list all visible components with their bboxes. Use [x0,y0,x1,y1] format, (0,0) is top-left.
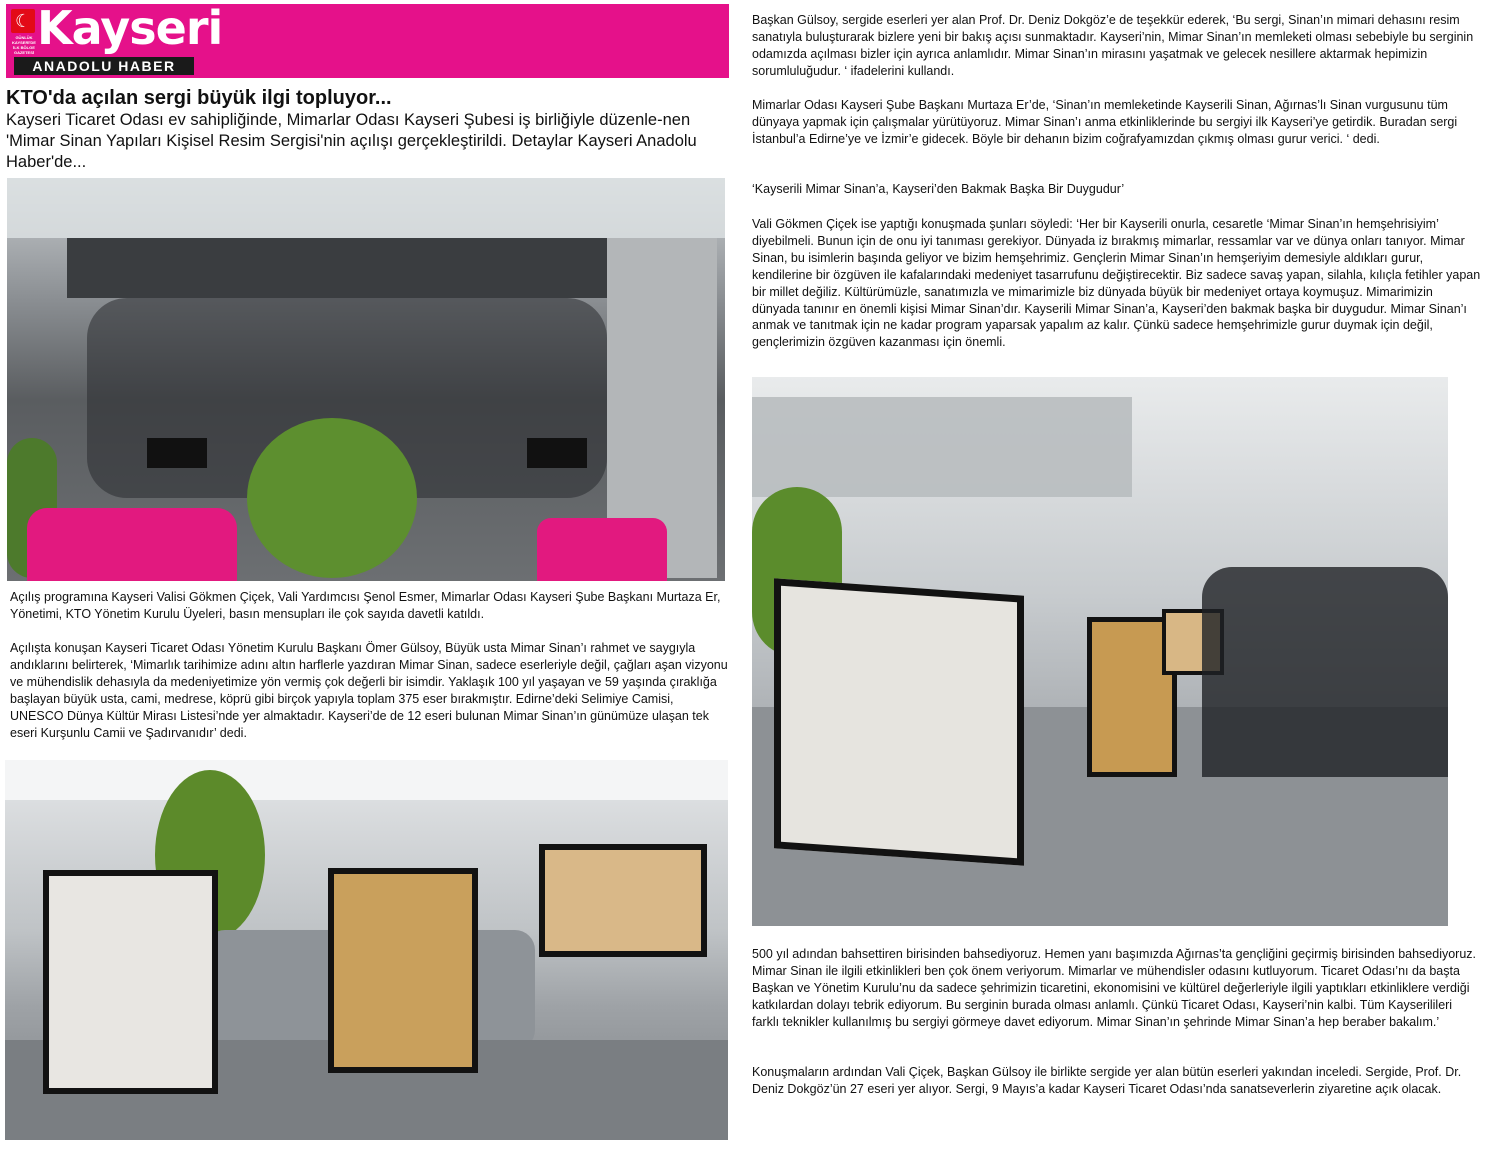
glass-balcony [752,397,1132,497]
photo-officials-viewing[interactable] [752,377,1448,926]
vali-cicek-speech: Vali Gökmen Çiçek ise yaptığı konuşmada şunları söyledi: ‘Her bir Kayserili onurla, cesaretle ‘Mimar Sinan’ın hemşehrisiyim’ diyebilmeli. Bunun için de onu iyi tanıması gerekiyor. Dünyada iz bırakmış mimarlar, ressamlar var ve dünya onları tanıyor. Mimar Sinan, bu isimlerin başında geliyor ve bizim hemşehrimiz. Gençlerin Mimar Sinan’ın hemşeriyim demesiyle aldıkları gurur, kendilerine bir özgüven ile kafalarındaki medeniyet tasarrufunu değiştirecektir. Biz sadece savaş yapan, silahla, kılıçla fetihler yapan bir millet değiliz. Kültürümüzle, sanatımızla ve mimarimizle biz dünyada büyük bir medeniyet ortaya koymuşuz. Mimarimizin dünyada tanınır en önemli kişisi Mimar Sinan’dır. Kayserili Mimar Sinan’a, Kayseri’den bakmak başka bir duygudur. Mimar Sinan’ı anmak ve tanıtmak için ne kadar program yaparsak yapalım az kalır. Çünkü sadece hemşehrimizle gurur duymak için değil, gençlerimizin özgüven kazanması için önemli. [752,217,1481,350]
article-lead: Kayseri Ticaret Odası ev sahipliğinde, Mimarlar Odası Kayseri Şubesi iş birliğiyle düzenle-nen 'Mimar Sinan Yapıları Kişisel Resim Sergisi'nin açılışı gerçekleştirildi. Detaylar Kayseri Anadolu Haber'de... [6,111,697,171]
glass-railing [7,178,725,238]
gulsoy-thanks: Başkan Gülsoy, sergide eserleri yer alan Prof. Dr. Deniz Dokgöz’e de teşekkür ederek, ‘Bu sergi, Sinan’ın mimari dehasını resim sanatıyla buluşturarak bizlere yeni bir bakış açısı sunmaktadır. Kayseri’nin, Mimar Sinan’ın memleketi olması sebebiyle bu serginin odamızda açılması bizler için ayrıca anlamlıdır. Mimar Sinan’ın mirasını yaşatmak ve gelecek nesillere aktarmak hepimizin sorumluluğudur. ‘ ifadelerini kullandı. [752,13,1474,78]
ceiling-lights [5,760,728,800]
officials-group [1202,567,1448,777]
logo-subtitle: ANADOLU HABER [14,57,194,75]
easel-right [527,438,587,468]
vali-cicek-speech-continued: 500 yıl adından bahsettiren birisinden bahsediyoruz. Hemen yanı başımızda Ağırnas’ta gençliğini geçirmiş birisinden bahsediyoruz. Mimar Sinan ile ilgili etkinlikleri ben çok önem veriyorum. Mimarlar ve mühendisler odasını kutluyorum. Ticaret Odası’nı da başta Başkan ve Yönetim Kurulu’nu da sadece şehrimizin ticaretini, ekonomisini ve kültürel değerleriyle ilgili yaptıkları etkinliklere verdiği katkılardan dolayı tebrik ediyorum. Bu serginin burada olması anlamlı. Çünkü Ticaret Odası, Kayseri’nin kalbi. Tüm Kayserilileri farklı teknikler kullanılmış bu sergiyi görmeye davet ediyorum. Mimar Sinan’ın şehrinde Mimar Sinan’a hep beraber bakalım.’ [752,947,1477,1029]
logo-wordmark: Kayseri [37,1,223,55]
photo-paintings[interactable] [5,760,728,1140]
painting-mosque [539,844,707,957]
easel-left [147,438,207,468]
gulsoy-speech: Açılışta konuşan Kayseri Ticaret Odası Yönetim Kurulu Başkanı Ömer Gülsoy, Büyük usta Mimar Sinan’ı rahmet ve saygıyla andıklarını belirterek, ‘Mimarlık tarihimize adını altın harflerle yazdıran Mimar Sinan, sadece eserleriyle değil, çağları aşan vizyonu ve mühendislik dehasıyla da medeniyetimize yön vermiş çok değerli bir isimdir. Yaklaşık 100 yıl yaşayan ve 59 yaşında çıraklığa başlayan büyük usta, cami, medrese, köprü gibi birçok yapıyla toplam 375 eser bırakmıştır. Edirne’deki Selimiye Camisi, UNESCO Dünya Kültür Mirası Listesi’nde yer almaktadır. Kayseri’de de 12 eseri bulunan Mimar Sinan’ın günümüze ulaşan tek eseri Kurşunlu Camii ve Şadırvanıdır’ dedi. [10,641,728,740]
painting-tower-sketch [43,870,218,1094]
pink-sofa-left [27,508,237,581]
subheading-quote: ‘Kayserili Mimar Sinan’a, Kayseri’den Bakmak Başka Bir Duygudur’ [752,182,1125,196]
pink-sofa-right [537,518,667,581]
photo-caption: Açılış programına Kayseri Valisi Gökmen Çiçek, Vali Yardımcısı Şenol Esmer, Mimarlar Odası Kayseri Şube Başkanı Murtaza Er, Yönetimi, KTO Yönetim Kurulu Üyeleri, basın mensupları ile çok sayıda davetli katıldı. [10,590,721,621]
upper-floor-wall [67,238,667,298]
photo-opening-crowd[interactable] [7,178,725,581]
masthead-banner [6,1,729,78]
closing-paragraph: Konuşmaların ardından Vali Çiçek, Başkan Gülsoy ile birlikte sergide yer alan bütün eserleri yakından inceledi. Sergide, Prof. Dr. Deniz Dokgöz’ün 27 eseri yer alıyor. Sergi, 9 Mayıs’a kadar Kayseri Ticaret Odası’nda sanatseverlerin ziyaretine açık olacak. [752,1065,1462,1096]
kayseri-anadolu-haber-logo[interactable] [11,1,223,75]
plant-center [247,418,417,578]
murtaza-er-speech: Mimarlar Odası Kayseri Şube Başkanı Murtaza Er’de, ‘Sinan’ın memleketinde Kayserili Sinan, Ağırnas’lı Sinan vurgusunu tüm dünyaya yapmak için çalışmalar yürütüyoruz. Mimar Sinan’ı anma etkinliklerinde bu sergiyi ilk Kayseri’ye getirdik. Buradan sergi İstanbul’a Edirne’ye ve İzmir’e gidecek. Böyle bir dehanın bizim coğrafyamızdan çıkmış olması gurur verici. ‘ dedi. [752,98,1458,146]
painting-tower-sketch [774,578,1024,865]
article-headline: KTO'da açılan sergi büyük ilgi topluyor... [6,87,392,109]
logo-tagline: GÜNLÜK KAYSERİ'DE İLK BÖLGE GAZETESİ [12,35,36,55]
painting-sinan-portrait [328,868,478,1073]
turkish-flag-icon: ☾ [11,9,35,33]
